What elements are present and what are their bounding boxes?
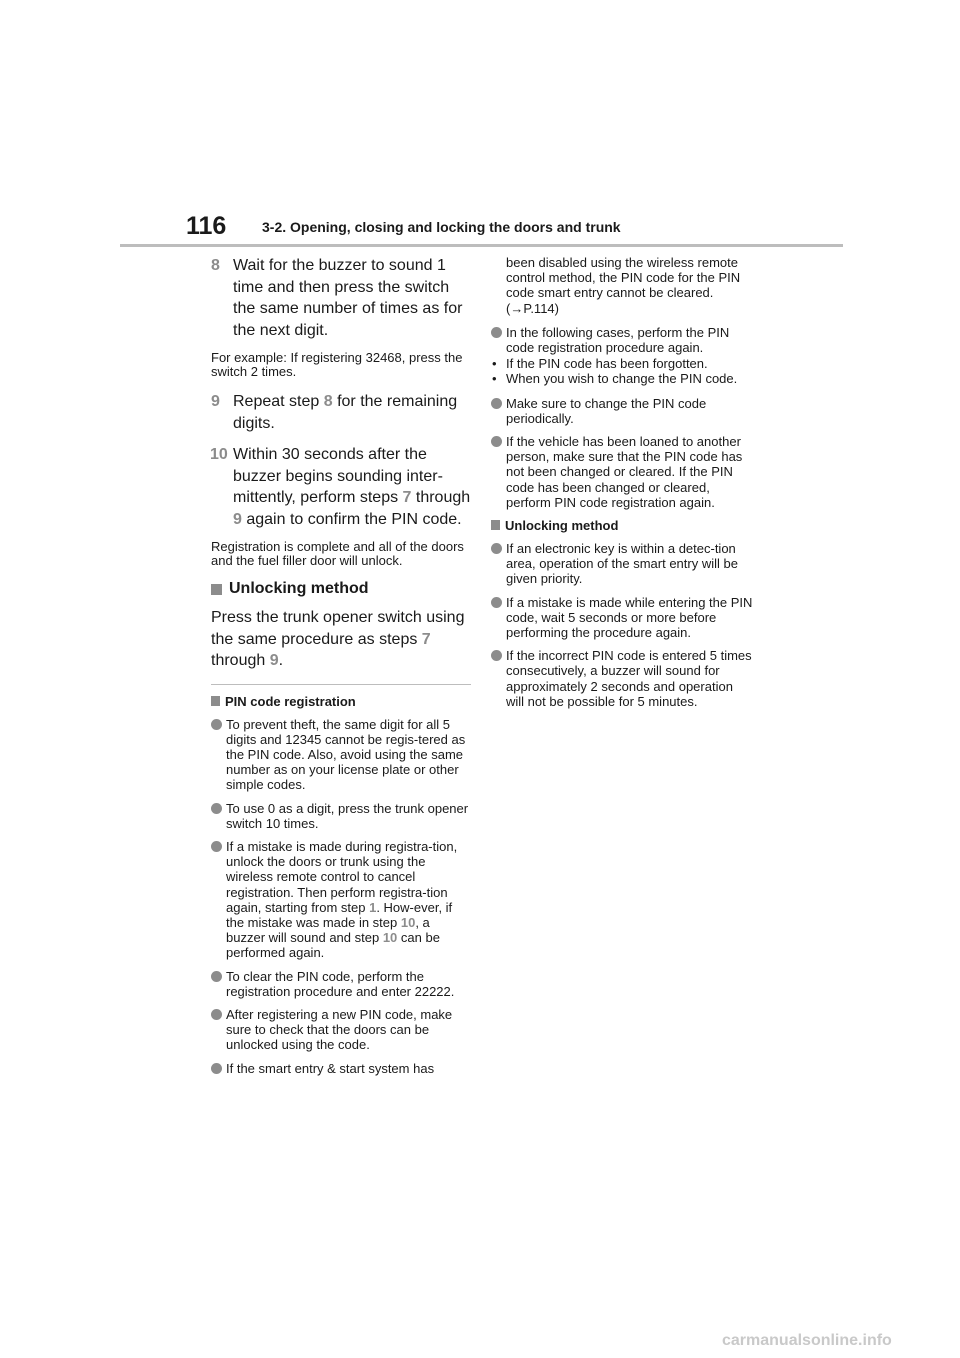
step-text: Repeat step bbox=[233, 393, 324, 410]
list-item bbox=[491, 396, 753, 426]
step-number: 10 bbox=[210, 446, 228, 463]
list-item-continuation: been disabled using the wireless remote control method, the PIN code for the PIN code smart entry cannot be cleared. (→P.114) bbox=[506, 255, 741, 316]
circle-bullet-icon bbox=[491, 436, 502, 447]
circle-bullet-icon bbox=[211, 1009, 222, 1020]
circle-bullet-icon bbox=[491, 543, 502, 554]
dot-bullet-icon: • bbox=[492, 371, 497, 387]
list-item-text: If a mistake is made during registra-tion, unlock the doors or trunk using the wireless remote control to cancel registration. Then perform registra-tion again, starting from step bbox=[226, 838, 458, 915]
list-item bbox=[211, 839, 471, 961]
circle-bullet-icon bbox=[491, 398, 502, 409]
watermark: carmanualsonline.info bbox=[722, 1332, 892, 1349]
circle-bullet-icon bbox=[211, 971, 222, 982]
sub-list-item bbox=[491, 371, 753, 386]
list-item bbox=[491, 434, 753, 510]
square-bullet-icon bbox=[211, 696, 220, 706]
header-divider bbox=[120, 244, 843, 247]
list-item bbox=[491, 325, 753, 355]
step-reference: 9 bbox=[233, 510, 242, 528]
list-item-text: . How-ever, if the mistake was made in step bbox=[226, 899, 453, 930]
left-column bbox=[211, 255, 471, 1084]
list-item bbox=[211, 1007, 471, 1053]
right-column bbox=[491, 255, 753, 717]
step-10-note: Registration is complete and all of the doors and the fuel filler door will unlock. bbox=[211, 539, 464, 568]
page-number: 116 bbox=[186, 212, 227, 240]
step-9 bbox=[211, 391, 471, 434]
para-text: Press the trunk opener switch using the same procedure as steps bbox=[211, 609, 465, 648]
circle-bullet-icon bbox=[211, 841, 222, 852]
step-8-note: For example: If registering 32468, press the switch 2 times. bbox=[211, 350, 463, 379]
step-number: 8 bbox=[211, 257, 220, 274]
step-text: Wait for the buzzer to sound 1 time and then press the switch the same number of times as for the next digit. bbox=[233, 257, 463, 339]
notes-divider bbox=[211, 684, 471, 685]
list-item-text: To use 0 as a digit, press the trunk opener switch 10 times. bbox=[226, 800, 469, 831]
unlocking-method-text bbox=[211, 607, 471, 672]
step-text: Within 30 seconds after the buzzer begins sounding inter-mittently, perform steps bbox=[233, 446, 443, 506]
step-reference: 8 bbox=[323, 393, 333, 410]
circle-bullet-icon bbox=[491, 597, 502, 608]
step-number: 9 bbox=[211, 393, 220, 410]
circle-bullet-icon bbox=[211, 803, 222, 814]
square-bullet-icon bbox=[491, 520, 500, 530]
step-reference: 7 bbox=[421, 630, 431, 648]
step-reference: 1 bbox=[369, 899, 377, 915]
list-item-text: Make sure to change the PIN code periodically. bbox=[506, 395, 707, 426]
unlocking-method-subheading bbox=[491, 518, 753, 533]
para-text: . bbox=[278, 652, 284, 669]
section-title: 3-2. Opening, closing and locking the doors and trunk bbox=[262, 219, 621, 235]
sub-list-item-text: If the PIN code has been forgotten. bbox=[506, 356, 708, 372]
step-8 bbox=[211, 255, 471, 341]
list-item bbox=[211, 801, 471, 831]
page-header bbox=[0, 212, 960, 248]
heading-text: PIN code registration bbox=[225, 693, 356, 709]
list-item-text: If an electronic key is within a detec-tion area, operation of the smart entry will be given priority. bbox=[506, 541, 738, 587]
list-item-text: To prevent theft, the same digit for all 5 digits and 12345 cannot be regis-tered as the PIN code. Also, avoid using the same number as on your license plate or other simple codes. bbox=[226, 716, 466, 793]
list-item-text: To clear the PIN code, perform the registration procedure and enter 22222. bbox=[226, 968, 455, 999]
unlocking-method-heading bbox=[211, 580, 471, 598]
list-item-text: If the smart entry & start system has bbox=[226, 1060, 435, 1076]
list-item bbox=[491, 541, 753, 587]
list-item-text: can be performed again. bbox=[226, 930, 440, 961]
list-item-text: After registering a new PIN code, make sure to check that the doors can be unlocked using the code. bbox=[226, 1006, 453, 1053]
step-text: for the remaining digits. bbox=[233, 393, 458, 432]
list-item bbox=[491, 648, 753, 709]
square-bullet-icon bbox=[211, 584, 222, 595]
circle-bullet-icon bbox=[491, 650, 502, 661]
pin-code-registration-heading bbox=[211, 694, 471, 709]
step-text: again to confirm the PIN code. bbox=[241, 510, 462, 528]
heading-text: Unlocking method bbox=[505, 518, 619, 534]
step-10 bbox=[211, 444, 471, 530]
step-text: through bbox=[411, 489, 471, 506]
step-reference: 10 bbox=[400, 914, 416, 930]
circle-bullet-icon bbox=[211, 719, 222, 730]
circle-bullet-icon bbox=[211, 1063, 222, 1074]
circle-bullet-icon bbox=[491, 327, 502, 338]
list-item bbox=[211, 1061, 471, 1076]
list-item-text: , a buzzer will sound and step bbox=[226, 914, 430, 946]
list-item-text: In the following cases, perform the PIN code registration procedure again. bbox=[506, 324, 730, 356]
sub-list-item-text: When you wish to change the PIN code. bbox=[506, 371, 738, 387]
list-item bbox=[211, 717, 471, 793]
para-text: through bbox=[211, 652, 270, 669]
list-item bbox=[211, 969, 471, 999]
step-reference: 9 bbox=[269, 652, 279, 669]
heading-text: Unlocking method bbox=[229, 580, 369, 597]
list-item-text: If the vehicle has been loaned to another person, make sure that the PIN code has not been changed or cleared. If the PIN code has been changed or cleared, perform PIN code registration again. bbox=[506, 434, 743, 510]
list-item-text: If a mistake is made while entering the PIN code, wait 5 seconds or more before performing the procedure again. bbox=[506, 594, 753, 641]
sub-list bbox=[491, 356, 753, 386]
dot-bullet-icon: • bbox=[492, 356, 497, 372]
list-item-text: If the incorrect PIN code is entered 5 times consecutively, a buzzer will sound for approximately 2 seconds and operation will not be possible for 5 minutes. bbox=[506, 648, 752, 709]
sub-list-item bbox=[491, 356, 753, 371]
step-reference: 7 bbox=[402, 489, 412, 506]
step-reference: 10 bbox=[382, 930, 398, 946]
list-item bbox=[491, 595, 753, 641]
